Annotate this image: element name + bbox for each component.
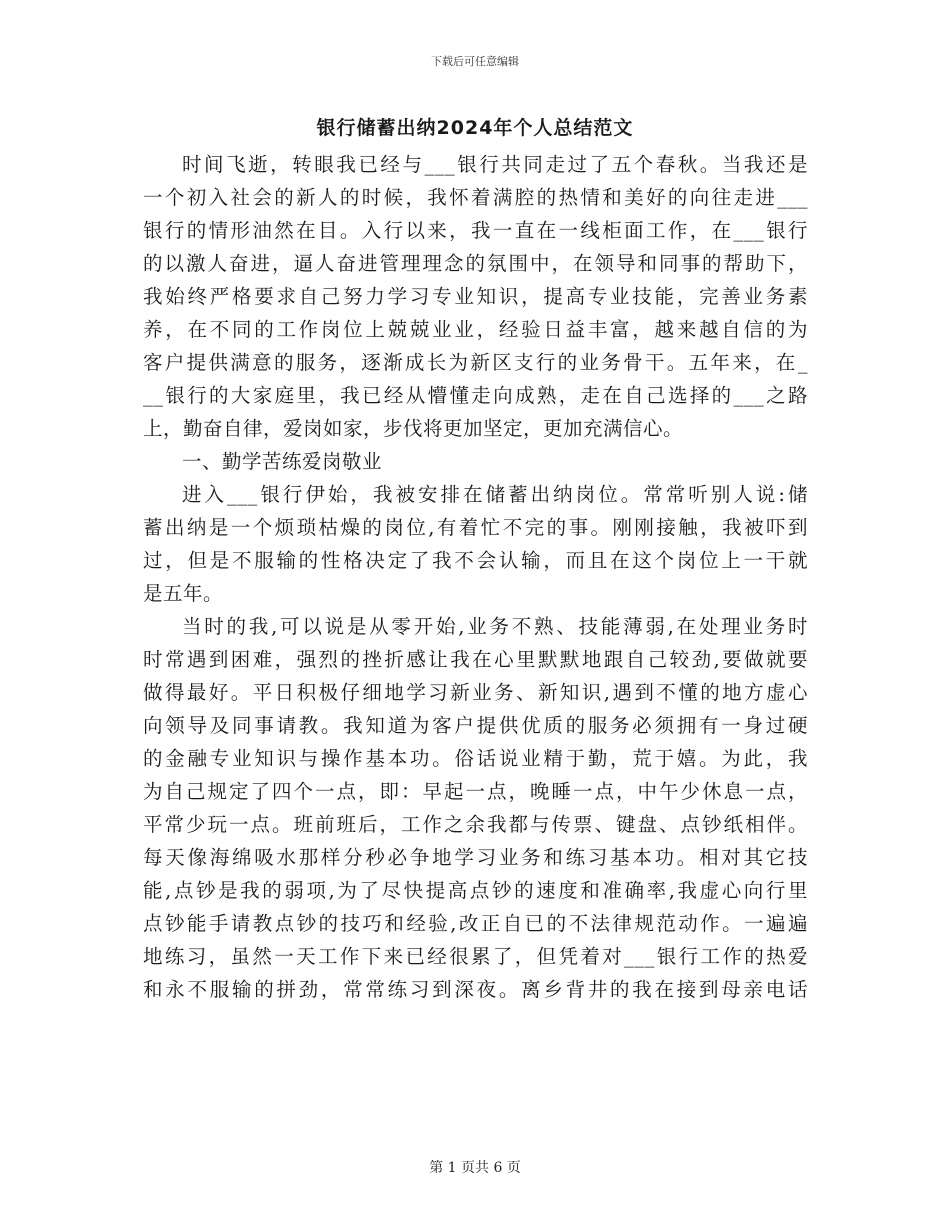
body-line: 做得最好。平日积极仔细地学习新业务、新知识,遇到不懂的地方虚心 [143,681,808,704]
body-line: 平常少玩一点。班前班后，工作之余我都与传票、键盘、点钞纸相伴。 [143,813,808,836]
body-line: 能,点钞是我的弱项,为了尽快提高点钞的速度和准确率,我虚心向行里 [143,879,808,902]
page-header-note: 下载后可任意编辑 [431,55,519,68]
body-line: 客户提供满意的服务，逐渐成长为新区支行的业务骨干。五年来，在_ [143,351,808,374]
body-line: 地练习，虽然一天工作下来已经很累了，但凭着对___银行工作的热爱 [143,945,808,968]
page-number: 第 1 页共 6 页 [429,1160,521,1176]
body-line: 向领导及同事请教。我知道为客户提供优质的服务必须拥有一身过硬 [143,714,808,737]
document-title: 银行储蓄出纳2024年个人总结范文 [316,117,634,139]
body-line: 我始终严格要求自己努力学习专业知识，提高专业技能，完善业务素 [143,285,808,308]
document-body [143,148,808,1006]
body-line: 当时的我,可以说是从零开始,业务不熟、技能薄弱,在处理业务时 [182,615,808,638]
body-line: 点钞能手请教点钞的技巧和经验,改正自已的不法律规范动作。一遍遍 [143,912,808,935]
body-line: 蓄出纳是一个烦琐枯燥的岗位,有着忙不完的事。刚刚接触，我被吓到 [143,516,808,539]
body-line: 时常遇到困难，强烈的挫折感让我在心里默默地跟自己较劲,要做就要 [143,648,808,671]
body-line: 每天像海绵吸水那样分秒必争地学习业务和练习基本功。相对其它技 [143,846,808,869]
body-line: 为自己规定了四个一点，即：早起一点，晚睡一点，中午少休息一点， [143,780,808,803]
body-line: 的以激人奋进，逼人奋进管理理念的氛围中，在领导和同事的帮助下， [143,252,808,275]
body-line: 的金融专业知识与操作基本功。俗话说业精于勤，荒于嬉。为此，我 [143,747,808,770]
section-heading: 一、勤学苦练爱岗敬业 [182,450,383,473]
body-line: __银行的大家庭里，我已经从懵懂走向成熟，走在自己选择的___之路 [143,384,808,407]
body-line: 养，在不同的工作岗位上兢兢业业，经验日益丰富，越来越自信的为 [143,318,808,341]
body-line: 和永不服输的拼劲，常常练习到深夜。离乡背井的我在接到母亲电话 [143,978,808,1001]
body-line: 是五年。 [143,582,224,605]
body-line: 银行的情形油然在目。入行以来，我一直在一线柜面工作，在___银行 [143,219,808,242]
body-line: 一个初入社会的新人的时候，我怀着满腔的热情和美好的向往走进___ [143,186,808,209]
body-line: 时间飞逝，转眼我已经与___银行共同走过了五个春秋。当我还是 [182,153,808,176]
body-line: 进入___银行伊始，我被安排在储蓄出纳岗位。常常听别人说:储 [182,483,808,506]
body-line: 上，勤奋自律，爱岗如家，步伐将更加坚定，更加充满信心。 [143,417,684,440]
body-line: 过，但是不服输的性格决定了我不会认输，而且在这个岗位上一干就 [143,549,808,572]
